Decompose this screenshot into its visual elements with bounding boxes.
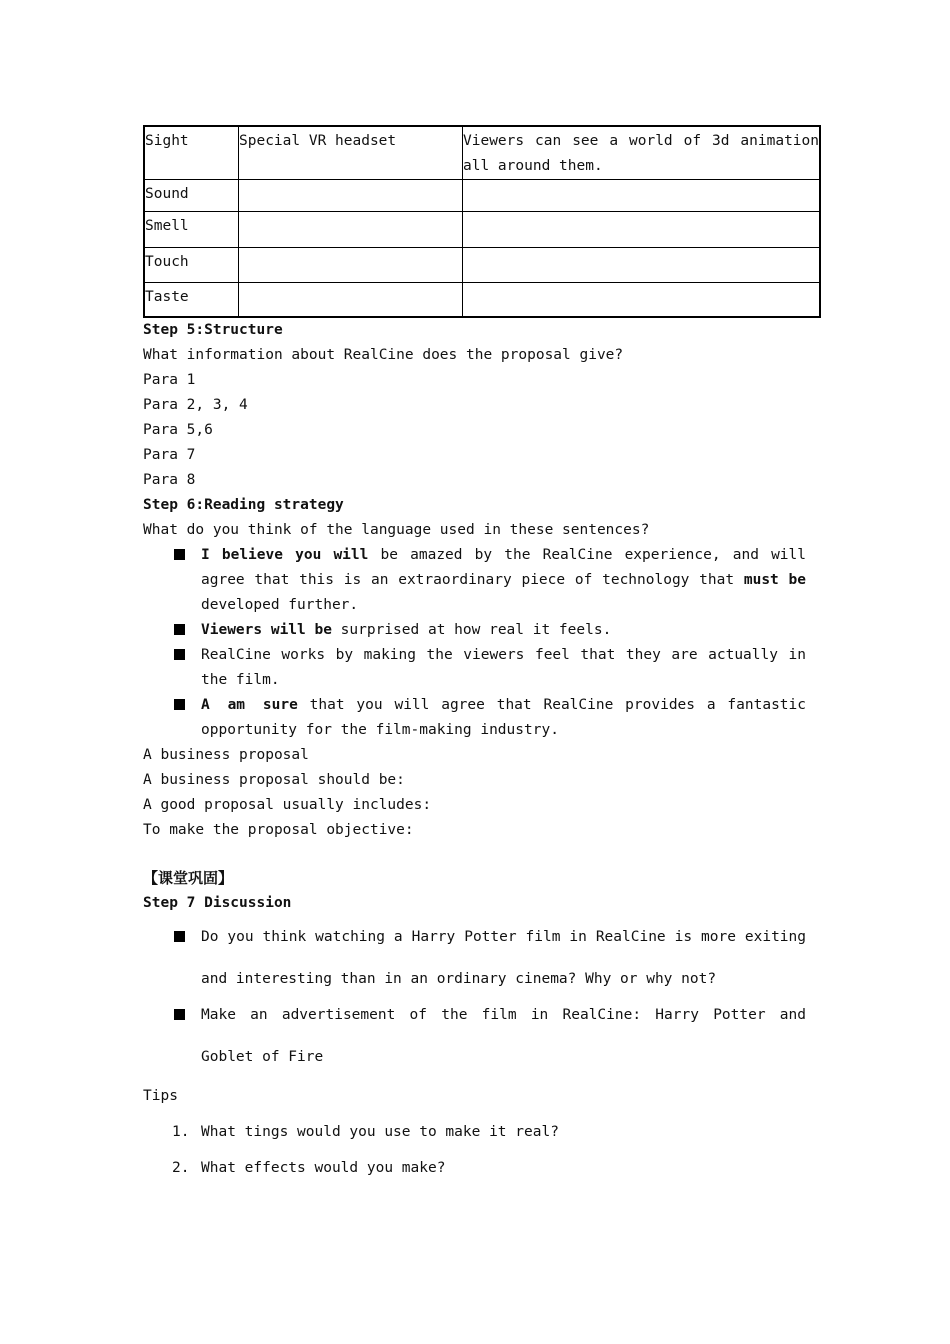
tips-list	[143, 1114, 821, 1186]
table-cell-effect: Viewers can see a world of 3d animation all around them.	[463, 126, 821, 180]
table-row	[144, 212, 820, 248]
para-label: Para 7	[143, 446, 196, 463]
list-item	[143, 643, 806, 693]
proposal-note: A good proposal usually includes:	[143, 796, 432, 813]
emphasis-phrase: I believe you will	[201, 546, 369, 563]
para-label: Para 5,6	[143, 421, 213, 438]
table-cell-effect	[463, 180, 821, 212]
table-cell-device	[239, 180, 463, 212]
square-bullet-icon	[174, 649, 185, 660]
table-cell-device	[239, 283, 463, 317]
list-item	[143, 1114, 821, 1150]
table-cell-sense: Sound	[144, 180, 239, 212]
list-item	[143, 543, 806, 618]
discussion-list	[143, 916, 821, 1078]
list-item	[143, 916, 806, 1000]
sentence-text: surprised at how real it feels.	[331, 621, 612, 638]
language-examples-list	[143, 543, 821, 743]
sentence-text: be amazed by the RealCine experience, and will agree that this is an extraordinary piece of technology that	[201, 546, 806, 588]
list-item	[143, 994, 806, 1078]
step6-heading: Step 6:Reading strategy	[143, 496, 344, 513]
tip-text: What tings would you use to make it real?	[201, 1123, 559, 1140]
list-item	[143, 618, 806, 643]
para-label: Para 2, 3, 4	[143, 396, 248, 413]
step5-question: What information about RealCine does the proposal give?	[143, 346, 624, 363]
table-row	[144, 248, 820, 283]
emphasis-phrase: A am sure	[201, 696, 298, 713]
para-label: Para 8	[143, 471, 196, 488]
list-item	[143, 1150, 821, 1186]
table-row	[144, 283, 820, 317]
tips-label: Tips	[143, 1087, 178, 1104]
table-cell-device	[239, 212, 463, 248]
square-bullet-icon	[174, 699, 185, 710]
square-bullet-icon	[174, 931, 185, 942]
emphasis-phrase: must be	[743, 571, 807, 588]
table-cell-sense: Smell	[144, 212, 239, 248]
table-cell-sense: Touch	[144, 248, 239, 283]
emphasis-phrase: Viewers will be	[201, 621, 332, 638]
table-cell-effect	[463, 212, 821, 248]
table-cell-effect	[463, 283, 821, 317]
document-page	[143, 125, 821, 1186]
proposal-note: A business proposal should be:	[143, 771, 405, 788]
list-item	[143, 693, 806, 743]
tip-text: What effects would you make?	[201, 1159, 446, 1176]
table-cell-sense: Taste	[144, 283, 239, 317]
discussion-text: Make an advertisement of the film in RealCine: Harry Potter and Goblet of Fire	[201, 1006, 806, 1065]
list-number: 2.	[172, 1159, 190, 1176]
square-bullet-icon	[174, 624, 185, 635]
table-cell-device	[239, 248, 463, 283]
table-cell-effect	[463, 248, 821, 283]
proposal-note: To make the proposal objective:	[143, 821, 414, 838]
table-cell-device: Special VR headset	[239, 126, 463, 180]
table-cell-sense: Sight	[144, 126, 239, 180]
sentence-text: that you will agree that RealCine provides a fantastic opportunity for the film-making industry.	[201, 696, 806, 738]
proposal-note: A business proposal	[143, 746, 309, 763]
sentence-text: developed further.	[201, 596, 359, 613]
consolidation-title: 【课堂巩固】	[143, 868, 234, 887]
para-label: Para 1	[143, 371, 196, 388]
sentence-text: RealCine works by making the viewers feel that they are actually in the film.	[201, 646, 806, 688]
step7-heading: Step 7 Discussion	[143, 894, 292, 911]
step6-question: What do you think of the language used in these sentences?	[143, 521, 650, 538]
square-bullet-icon	[174, 1009, 185, 1020]
square-bullet-icon	[174, 549, 185, 560]
discussion-text: Do you think watching a Harry Potter film in RealCine is more exiting and interesting than in an ordinary cinema? Why or why not?	[201, 928, 806, 987]
table-row	[144, 180, 820, 212]
senses-table	[143, 125, 821, 318]
step5-heading: Step 5:Structure	[143, 321, 283, 338]
table-row	[144, 126, 820, 180]
list-number: 1.	[172, 1123, 190, 1140]
